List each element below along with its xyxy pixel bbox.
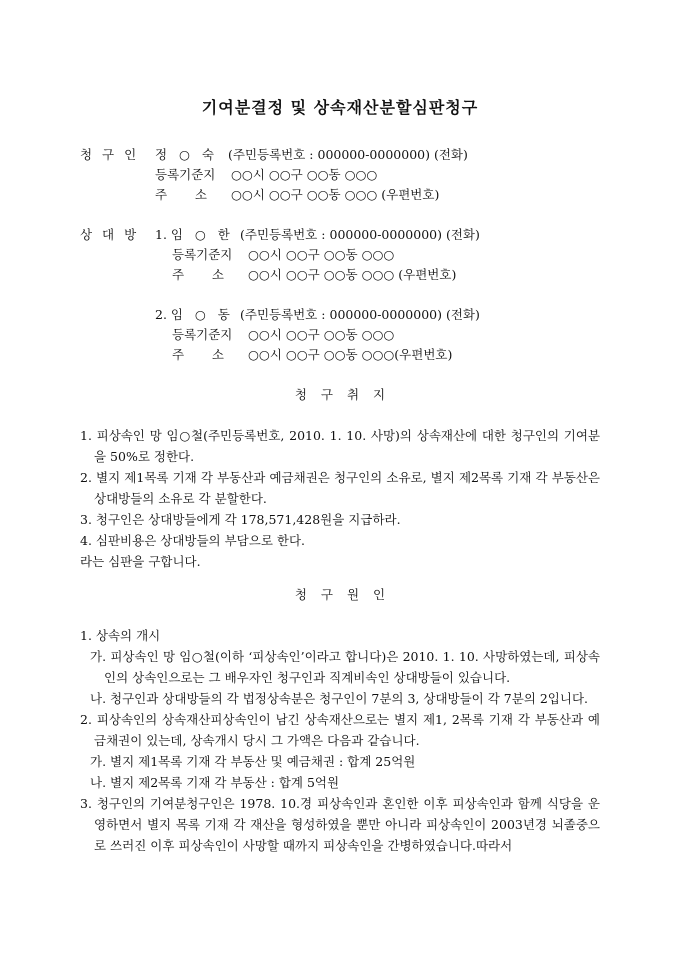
claimant-reg-label: 등록기준지 bbox=[155, 167, 216, 182]
document-title: 기여분결정 및 상속재산분할심판청구 bbox=[201, 98, 479, 117]
purpose-item-4: 4. 심판비용은 상대방들의 부담으로 한다. bbox=[80, 533, 305, 548]
respondent-1-id-info: (주민등록번호 : 000000-0000000) (전화) bbox=[240, 227, 480, 242]
respondent-1-name: 1. 임 ○ 한 bbox=[155, 227, 230, 242]
purpose-item-2: 2. 별지 제1목록 기재 각 부동산과 예금채권은 청구인의 소유로, 별지 제2목록 기재 각 부동산은 상대방들의 소유로 각 분할한다. bbox=[80, 470, 600, 506]
claimant-reg-value: ○○시 ○○구 ○○동 ○○○ bbox=[231, 167, 378, 182]
claimant-id-info: (주민등록번호 : 000000-0000000) (전화) bbox=[228, 147, 468, 162]
respondent-1-reg-label: 등록기준지 bbox=[172, 247, 233, 262]
cause-section-1-a: 가. 피상속인 망 임○철(이하 ‘피상속인’이라고 합니다)은 2010. 1. 10. 사망하였는데, 피상속인의 상속인으로는 그 배우자인 청구인과 직계비속인 상대방들이 있습니다. bbox=[90, 649, 600, 685]
claimant-addr-label: 주 소 bbox=[155, 187, 207, 202]
purpose-item-1: 1. 피상속인 망 임○철(주민등록번호, 2010. 1. 10. 사망)의 상속재산에 대한 청구인의 기여분을 50%로 정한다. bbox=[80, 428, 600, 464]
cause-section-1-title: 1. 상속의 개시 bbox=[80, 628, 161, 643]
cause-body bbox=[80, 625, 600, 856]
cause-section-2-title: 2. 피상속인의 상속재산피상속인이 남긴 상속재산으로는 별지 제1, 2목록 기재 각 부동산과 예금채권이 있는데, 상속개시 당시 그 가액은 다음과 같습니다. bbox=[80, 712, 600, 748]
respondent-1-addr-value: ○○시 ○○구 ○○동 ○○○ (우편번호) bbox=[248, 267, 457, 282]
respondents-label: 상 대 방 bbox=[80, 227, 140, 242]
respondent-2-addr-label: 주 소 bbox=[172, 347, 224, 362]
cause-section-2-b: 나. 별지 제2목록 기재 각 부동산 : 합계 5억원 bbox=[90, 775, 340, 790]
claimant-name: 정 ○ 숙 bbox=[155, 147, 214, 162]
respondent-2-addr-value: ○○시 ○○구 ○○동 ○○○(우편번호) bbox=[248, 347, 453, 362]
cause-section-3: 3. 청구인의 기여분청구인은 1978. 10.경 피상속인과 혼인한 이후 피상속인과 함께 식당을 운영하면서 별지 목록 기재 각 재산을 형성하였을 뿐만 아니라 피상속인이 2003년경 뇌졸중으로 쓰러진 이후 피상속인이 사망할 때까지 피상속인을 간병하였습니다.따라서 bbox=[80, 796, 600, 853]
purpose-list bbox=[80, 425, 600, 572]
cause-heading: 청 구 원 인 bbox=[294, 587, 386, 602]
respondent-2-name: 2. 임 ○ 동 bbox=[155, 307, 230, 322]
purpose-closing: 라는 심판을 구합니다. bbox=[80, 554, 201, 569]
cause-section-1-b: 나. 청구인과 상대방들의 각 법정상속분은 청구인이 7분의 3, 상대방들이 각 7분의 2입니다. bbox=[90, 691, 588, 706]
respondent-2-reg-label: 등록기준지 bbox=[172, 327, 233, 342]
respondent-1-reg-value: ○○시 ○○구 ○○동 ○○○ bbox=[248, 247, 395, 262]
purpose-item-3: 3. 청구인은 상대방들에게 각 178,571,428원을 지급하라. bbox=[80, 512, 401, 527]
respondent-2-reg-value: ○○시 ○○구 ○○동 ○○○ bbox=[248, 327, 395, 342]
respondent-2-id-info: (주민등록번호 : 000000-0000000) (전화) bbox=[240, 307, 480, 322]
cause-section-2-a: 가. 별지 제1목록 기재 각 부동산 및 예금채권 : 합계 25억원 bbox=[90, 754, 416, 769]
respondent-1-addr-label: 주 소 bbox=[172, 267, 224, 282]
claimant-label: 청 구 인 bbox=[80, 147, 140, 162]
claimant-addr-value: ○○시 ○○구 ○○동 ○○○ (우편번호) bbox=[231, 187, 440, 202]
purpose-heading: 청 구 취 지 bbox=[294, 387, 386, 402]
